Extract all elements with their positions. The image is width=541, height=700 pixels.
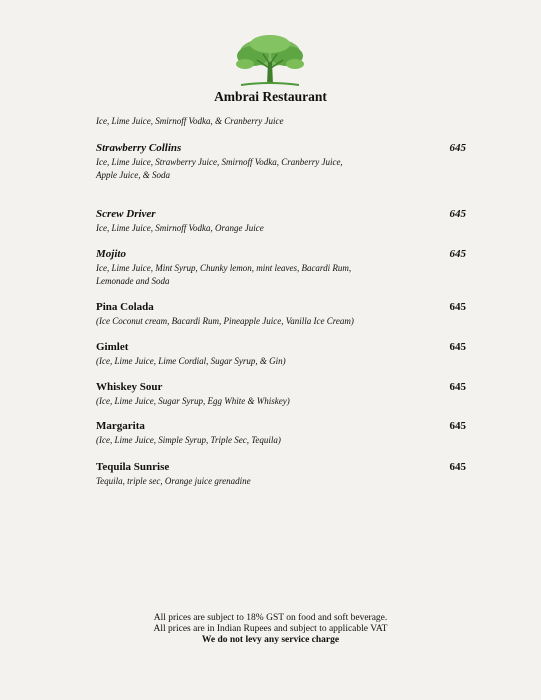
footer-notes xyxy=(0,613,541,646)
item-name: Margarita xyxy=(96,420,145,432)
item-description: Ice, Lime Juice, Strawberry Juice, Smirnoff Vodka, Cranberry Juice, Apple Juice, & Soda xyxy=(96,157,343,180)
item-name: Gimlet xyxy=(96,341,129,353)
restaurant-name: Ambrai Restaurant xyxy=(214,89,327,104)
menu-item xyxy=(96,208,468,235)
item-description: (Ice, Lime Juice, Simple Syrup, Triple Sec, Tequila) xyxy=(96,435,281,445)
service-charge-note: We do not levy any service charge xyxy=(201,635,340,645)
menu-item xyxy=(96,381,468,408)
menu-item xyxy=(96,301,468,328)
gst-note: All prices are subject to 18% GST on food and soft beverage. xyxy=(153,613,388,623)
item-price: 645 xyxy=(449,341,466,353)
item-name: Pina Colada xyxy=(96,301,154,313)
item-price: 645 xyxy=(449,301,466,313)
menu-item xyxy=(96,248,468,288)
item-price: 645 xyxy=(449,248,466,260)
menu-item xyxy=(96,461,468,488)
item-name: Screw Driver xyxy=(96,208,156,220)
item-price: 645 xyxy=(449,142,466,154)
menu-item xyxy=(96,341,468,368)
vat-note: All prices are in Indian Rupees and subject to applicable VAT xyxy=(153,624,388,634)
intro-description: Ice, Lime Juice, Smirnoff Vodka, & Cranberry Juice xyxy=(96,116,284,126)
item-description: (Ice, Lime Juice, Sugar Syrup, Egg White & Whiskey) xyxy=(96,396,290,406)
item-name: Tequila Sunrise xyxy=(96,461,170,473)
item-description: (Ice, Lime Juice, Lime Cordial, Sugar Syrup, & Gin) xyxy=(96,356,286,366)
item-name: Whiskey Sour xyxy=(96,381,163,393)
item-description: Ice, Lime Juice, Mint Syrup, Chunky lemon, mint leaves, Bacardi Rum, Lemonade and Soda xyxy=(96,263,352,286)
item-description: Ice, Lime Juice, Smirnoff Vodka, Orange Juice xyxy=(96,223,264,233)
menu-item xyxy=(96,420,468,447)
item-price: 645 xyxy=(449,461,466,473)
tree-logo-icon xyxy=(233,34,307,90)
item-name: Mojito xyxy=(96,248,126,260)
menu-item xyxy=(96,142,468,182)
item-price: 645 xyxy=(449,381,466,393)
item-name: Strawberry Collins xyxy=(96,142,182,154)
item-price: 645 xyxy=(449,420,466,432)
item-price: 645 xyxy=(449,208,466,220)
item-description: Tequila, triple sec, Orange juice grenadine xyxy=(96,476,251,486)
item-description: (Ice Coconut cream, Bacardi Rum, Pineapple Juice, Vanilla Ice Cream) xyxy=(96,316,354,326)
